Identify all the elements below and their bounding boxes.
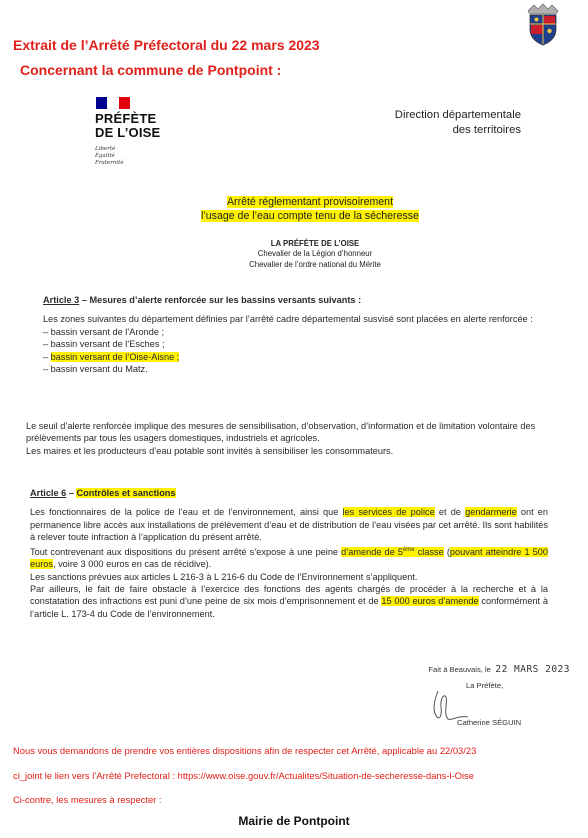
- article-6: [30, 487, 548, 620]
- article-6-heading-text: Contrôles et sanctions: [76, 488, 176, 498]
- ddt-heading: [395, 108, 521, 137]
- signature-name: Catherine SÉGUIN: [457, 718, 522, 727]
- signatory-honour-2: Chevalier de l’ordre national du Mérite: [249, 259, 381, 269]
- coat-of-arms-icon: [524, 3, 562, 47]
- signatory-heading: [150, 239, 480, 270]
- footer-notice: Nous vous demandons de prendre vos entières dispositions afin de respecter cet Arrêté, applicable au 22/03/23: [13, 745, 477, 756]
- text-run: Les fonctionnaires de la police de l’eau et de l’environnement, ainsi que: [30, 507, 343, 518]
- article-6-heading: [30, 487, 548, 499]
- motto-egalite: Égalité: [95, 153, 115, 159]
- text-run: ont en permanence libre accès aux installations de prélèvement d’eau et de distribution de l’eau visées par cet arrêté. Ils sont habilités à relever toute infraction à l’application du présent arrêté.: [30, 507, 549, 543]
- signatory-honour-1: Chevalier de la Légion d’honneur: [257, 249, 373, 259]
- list-item: – bassin versant de l’Aronde ;: [43, 326, 165, 337]
- prefecture-name-line-1: PRÉFÈTE: [95, 111, 157, 126]
- list-item: – bassin versant de l’Esches ;: [43, 339, 165, 350]
- list-item: [43, 351, 535, 363]
- header-line-2: Concernant la commune de Pontpoint :: [20, 62, 282, 78]
- text-run: Tout contrevenant aux dispositions du présent arrêté s’expose à une peine: [30, 546, 342, 557]
- motto-fraternite: Fraternité: [95, 160, 124, 166]
- text-run: (: [446, 546, 450, 557]
- article-6-paragraph-4: [30, 583, 548, 620]
- signature-block: [400, 659, 570, 729]
- article-3-number: Article 3: [43, 295, 80, 305]
- list-item-dash: –: [43, 351, 51, 362]
- flag-blue: [96, 97, 107, 109]
- ddt-line-2: des territoires: [452, 123, 521, 136]
- article-3: [43, 294, 535, 375]
- article-3-paragraphs: [26, 420, 536, 457]
- motto-liberte: Liberté: [95, 146, 116, 152]
- superscript: ème: [402, 546, 415, 553]
- highlight-fine-amount: pouvant atteindre 1 500 euros: [30, 546, 548, 570]
- republic-motto: [95, 146, 175, 167]
- mairie-signature: Mairie de Pontpoint: [238, 814, 350, 828]
- highlight-gendarmerie: gendarmerie: [465, 507, 517, 518]
- prefecture-name: [95, 112, 175, 140]
- article-3-heading-text: – Mesures d’alerte renforcée sur les bassins versants suivants :: [79, 295, 362, 305]
- article-6-paragraph-3: Les sanctions prévues aux articles L 216-3 à L 216-6 du Code de l’Environnement s’appliquent.: [30, 571, 418, 582]
- decree-title: [130, 195, 490, 223]
- marianne-flag-icon: [96, 97, 130, 109]
- text-run: conformément à l’article L. 173-4 du Code de l’environnement.: [30, 596, 548, 619]
- list-item-highlighted: bassin versant de l’Oise-Aisne ;: [50, 351, 180, 362]
- article-6-number: Article 6: [30, 488, 67, 498]
- ddt-line-1: Direction départementale: [394, 109, 521, 121]
- header-line-1: Extrait de l’Arrêté Préfectoral du 22 mars 2023: [13, 37, 320, 53]
- highlight-15000-fine: 15 000 euros d’amende: [381, 596, 479, 607]
- article-6-paragraph-1: [30, 506, 548, 543]
- signatory-name: LA PRÉFÈTE DE L’OISE: [270, 239, 360, 248]
- footer-measures-line: Ci-contre, les mesures à respecter :: [13, 794, 162, 805]
- article-3-heading: [43, 294, 535, 306]
- prefecture-name-line-2: DE L’OISE: [95, 125, 161, 140]
- signature-role: La Préfète,: [466, 681, 504, 690]
- flag-red: [119, 97, 130, 109]
- article-6-dash: –: [66, 488, 77, 498]
- highlight-police: les services de police: [342, 507, 435, 518]
- text-run: d’amende de 5: [341, 546, 403, 557]
- text-run: et de: [434, 507, 466, 518]
- text-run: Par ailleurs, le fait de faire obstacle à l’exercice des fonctions des agents chargés de procéder à la recherche et à la constatation des infractions est puni d’une peine de six mois d’emprisonnement et de: [30, 583, 548, 607]
- article-3-paragraph-1: Le seuil d’alerte renforcée implique des mesures de sensibilisation, d’observation, d’information et de limitation volontaire des prélèvements par tous les usagers domestiques, industriels et agricoles.: [26, 421, 536, 444]
- article-3-paragraph-2: Les maires et les producteurs d’eau potable sont invités à sensibiliser les consommateurs.: [26, 445, 394, 456]
- footer-link-line: ci_joint le lien vers l’Arrêté Prefectoral : https://www.oise.gouv.fr/Actualites/Situation-de-secheresse-dans-l-Oise: [13, 770, 474, 781]
- list-item: – bassin versant du Matz.: [43, 364, 148, 375]
- text-run: , voire 3 000 euros en cas de récidive).: [52, 559, 212, 570]
- signature-date-line: [428, 659, 570, 677]
- prefecture-logo: [95, 97, 175, 167]
- decree-title-line-2: l’usage de l’eau compte tenu de la sécheresse: [201, 210, 419, 222]
- article-3-intro: Les zones suivantes du département définies par l’arrêté cadre départemental susvisé sont placées en alerte renforcée :: [43, 314, 533, 325]
- article-6-paragraph-2: [30, 544, 548, 571]
- highlight-fine-class: [341, 547, 444, 557]
- text-run: classe: [414, 546, 444, 557]
- date-stamp: 22 MARS 2023: [495, 664, 570, 675]
- signature-place: Fait à Beauvais, le: [428, 665, 491, 674]
- decree-title-line-1: Arrêté réglementant provisoirement: [226, 196, 394, 208]
- flag-white: [107, 97, 118, 109]
